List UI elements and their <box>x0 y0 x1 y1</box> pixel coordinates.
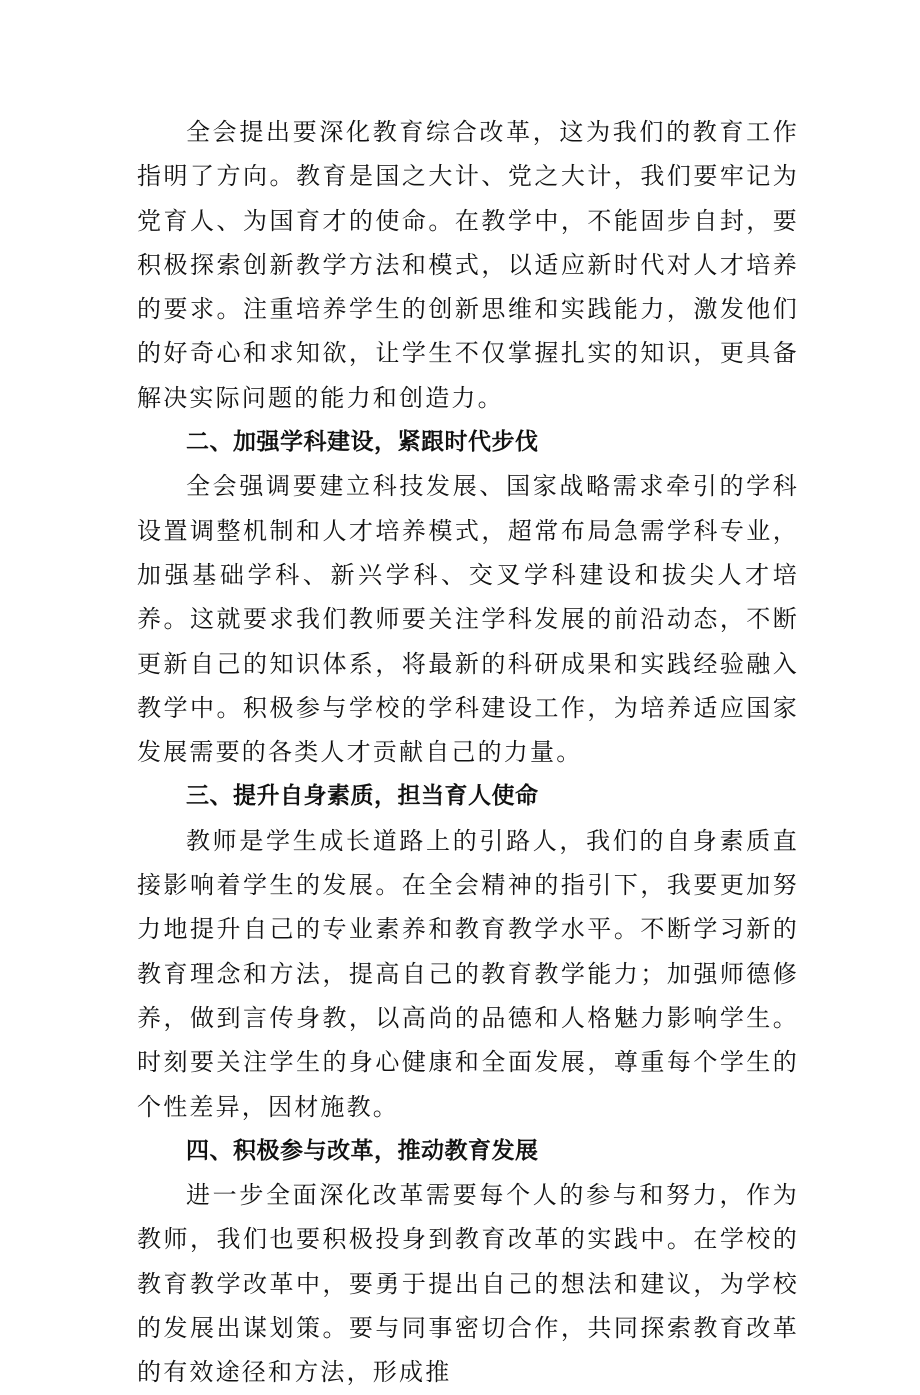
paragraph-section-2: 全会强调要建立科技发展、国家战略需求牵引的学科设置调整机制和人才培养模式，超常布局急需学科专业，加强基础学科、新兴学科、交叉学科建设和拔尖人才培养。这就要求我们教师要关注学科发展的前沿动态，不断更新自己的知识体系，将最新的科研成果和实践经验融入教学中。积极参与学校的学科建设工作，为培养适应国家发展需要的各类人才贡献自己的力量。 <box>137 472 799 767</box>
section-heading-4: 四、积极参与改革，推动教育发展 <box>186 1137 539 1164</box>
paragraph-intro: 全会提出要深化教育综合改革，这为我们的教育工作指明了方向。教育是国之大计、党之大计，我们要牢记为党育人、为国育才的使命。在教学中，不能固步自封，要积极探索创新教学方法和模式，以适应新时代对人才培养的要求。注重培养学生的创新思维和实践能力，激发他们的好奇心和求知欲，让学生不仅掌握扎实的知识，更具备解决实际问题的能力和创造力。 <box>137 118 799 412</box>
document-page <box>137 110 799 1395</box>
section-heading-3: 三、提升自身素质，担当育人使命 <box>186 783 539 810</box>
paragraph-section-3: 教师是学生成长道路上的引路人，我们的自身素质直接影响着学生的发展。在全会精神的指引下，我要更加努力地提升自己的专业素养和教育教学水平。不断学习新的教育理念和方法，提高自己的教育教学能力；加强师德修养，做到言传身教，以高尚的品德和人格魅力影响学生。时刻要关注学生的身心健康和全面发展，尊重每个学生的个性差异，因材施教。 <box>137 826 799 1121</box>
section-heading-2: 二、加强学科建设，紧跟时代步伐 <box>186 429 539 456</box>
paragraph-section-4: 进一步全面深化改革需要每个人的参与和努力，作为教师，我们也要积极投身到教育改革的实践中。在学校的教育教学改革中，要勇于提出自己的想法和建议，为学校的发展出谋划策。要与同事密切合作，共同探索教育改革的有效途径和方法，形成推 <box>137 1181 799 1387</box>
